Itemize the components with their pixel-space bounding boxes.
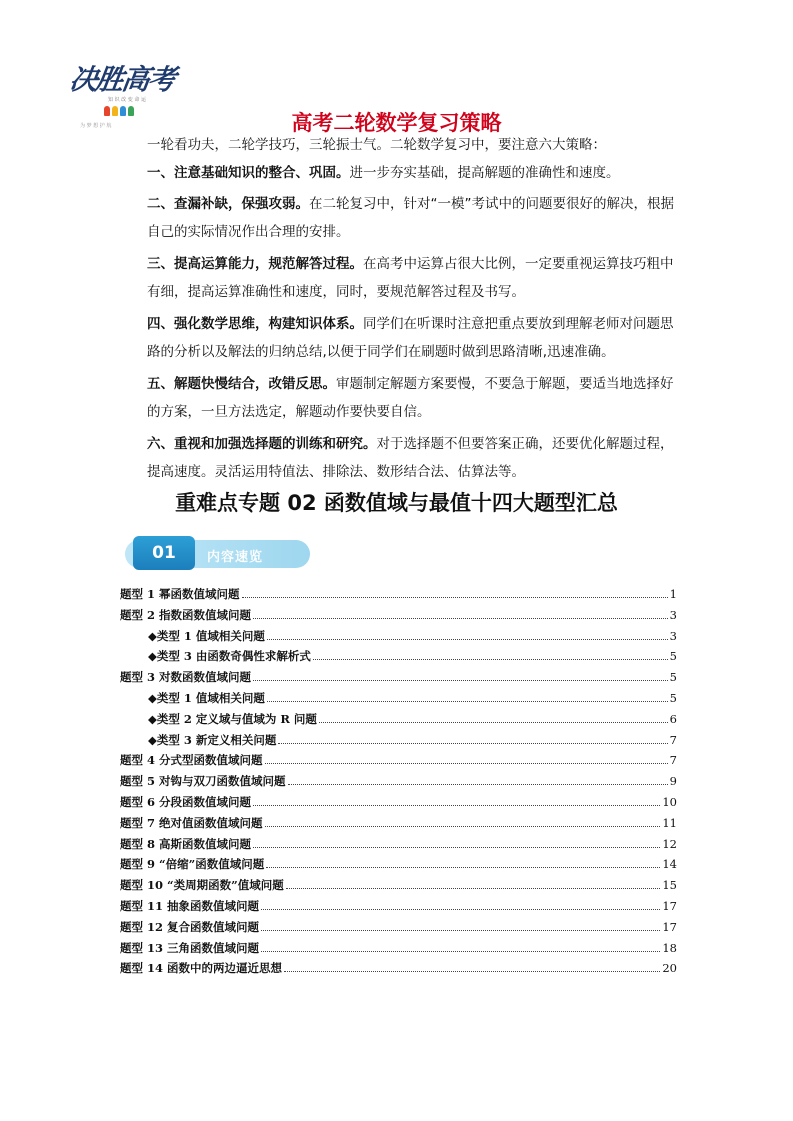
toc-leader-dots xyxy=(253,618,668,619)
toc-label: 题型 9 “倍缩”函数值域问题 xyxy=(120,857,265,872)
toc-label: 题型 2 指数函数值域问题 xyxy=(120,607,252,622)
strategy-intro xyxy=(120,131,680,159)
toc-item[interactable] xyxy=(120,752,677,773)
toc-leader-dots xyxy=(313,659,668,660)
toc-item[interactable] xyxy=(120,877,677,898)
toc-page-number: 7 xyxy=(669,753,677,768)
toc-item[interactable] xyxy=(120,794,677,815)
strategy-body: 进一步夯实基础，提高解题的准确性和速度。 xyxy=(349,165,620,181)
toc-leader-dots xyxy=(242,597,668,598)
toc-leader-dots xyxy=(265,763,668,764)
toc-item[interactable] xyxy=(120,856,677,877)
toc-page-number: 20 xyxy=(662,961,677,976)
toc-item[interactable] xyxy=(120,919,677,940)
toc-label: 题型 6 分段函数值域问题 xyxy=(120,794,252,809)
strategy-body: 同学们在听课时注意把重点要放到理解老师对问题思路的分析以及解法的归纳总结,以便于同学们在刷题时做到思路清晰,迅速准确。 xyxy=(147,316,674,360)
toc-page-number: 6 xyxy=(669,711,677,726)
strategy-body: 在高考中运算占很大比例，一定要重视运算技巧粗中有细，提高运算准确性和速度，同时，要规范解答过程及书写。 xyxy=(147,256,674,300)
toc-label: 题型 3 对数函数值域问题 xyxy=(120,670,252,685)
toc-leader-dots xyxy=(286,888,661,889)
toc-subitem[interactable] xyxy=(120,648,677,669)
toc-page-number: 18 xyxy=(662,940,677,955)
toc-leader-dots xyxy=(278,743,667,744)
toc-leader-dots xyxy=(266,867,660,868)
toc-page-number: 5 xyxy=(669,670,677,685)
toc-leader-dots xyxy=(265,826,661,827)
toc-page-number: 15 xyxy=(662,878,677,893)
strategy-list xyxy=(120,159,680,490)
toc-label: 题型 8 高斯函数值域问题 xyxy=(120,836,252,851)
toc-leader-dots xyxy=(253,847,660,848)
main-title: 高考二轮数学复习策略 xyxy=(291,111,502,135)
logo-subline: 为 梦 想 护 航 xyxy=(80,123,112,129)
toc-page-number: 5 xyxy=(669,690,677,705)
banner-label: 内容速览 xyxy=(207,550,264,565)
strategy-lead: 五、解题快慢结合，改错反思。 xyxy=(147,376,336,392)
strategy-body: 对于选择题不但要答案正确，还要优化解题过程，提高速度。灵活运用特值法、排除法、数形结合法、估算法等。 xyxy=(147,436,674,480)
strategy-lead: 三、提高运算能力，规范解答过程。 xyxy=(147,256,363,272)
toc-page-number: 1 xyxy=(669,587,677,601)
toc-label: 题型 5 对钩与双刀函数值域问题 xyxy=(120,774,286,789)
strategy-lead: 一、注意基础知识的整合、巩固。 xyxy=(147,165,350,181)
toc-leader-dots xyxy=(261,909,660,910)
toc-label: 题型 12 复合函数值域问题 xyxy=(120,919,260,934)
toc-page-number: 3 xyxy=(669,607,677,622)
toc-label: 题型 4 分式型函数值域问题 xyxy=(120,753,263,768)
toc-item[interactable] xyxy=(120,815,677,836)
toc-page-number: 7 xyxy=(669,732,677,747)
section-banner xyxy=(125,536,315,570)
banner-number: 01 xyxy=(133,536,195,570)
strategy-item xyxy=(120,430,680,486)
toc-label: 题型 1 幂函数值域问题 xyxy=(120,587,240,601)
strategy-item xyxy=(120,370,680,426)
strategy-item xyxy=(120,250,680,306)
toc-subitem[interactable] xyxy=(120,711,677,732)
toc-item[interactable] xyxy=(120,607,677,628)
toc-leader-dots xyxy=(284,971,660,972)
toc-label: ◆类型 1 值域相关问题 xyxy=(148,628,265,643)
toc-item[interactable] xyxy=(120,669,677,690)
logo-tagline: 知 识 改 变 命 运 xyxy=(108,97,146,103)
toc-item[interactable] xyxy=(120,940,677,961)
strategy-item xyxy=(120,310,680,366)
toc-label: 题型 7 绝对值函数值域问题 xyxy=(120,815,263,830)
toc-page-number: 14 xyxy=(662,857,677,872)
toc-page-number: 12 xyxy=(662,836,677,851)
toc-subitem[interactable] xyxy=(120,732,677,753)
toc-subitem[interactable] xyxy=(120,690,677,711)
strategy-item xyxy=(120,190,680,246)
toc-label: 题型 11 抽象函数值域问题 xyxy=(120,898,260,913)
toc-page-number: 17 xyxy=(662,898,677,913)
toc-leader-dots xyxy=(261,930,660,931)
toc-leader-dots xyxy=(267,639,668,640)
strategy-item xyxy=(120,159,680,187)
toc-leader-dots xyxy=(288,784,668,785)
strategy-body: 在二轮复习中，针对“一模”考试中的问题要很好的解决，根据自己的实际情况作出合理的安排。 xyxy=(147,196,674,240)
toc-item[interactable] xyxy=(120,586,677,607)
intro-text: 一轮看功夫，二轮学技巧，三轮振士气。二轮数学复习中，要注意六大策略： xyxy=(147,137,606,153)
toc-item[interactable] xyxy=(120,960,677,981)
toc-label: ◆类型 2 定义域与值域为 R 问题 xyxy=(148,711,317,726)
table-of-contents xyxy=(120,586,677,981)
toc-label: 题型 14 函数中的两边逼近思想 xyxy=(120,961,283,976)
strategy-body: 审题制定解题方案要慢，不要急于解题，要适当地选择好的方案，一旦方法选定，解题动作要快要自信。 xyxy=(147,376,674,420)
toc-page-number: 5 xyxy=(669,649,677,664)
toc-leader-dots xyxy=(253,680,668,681)
toc-item[interactable] xyxy=(120,836,677,857)
toc-label: 题型 10 “类周期函数”值域问题 xyxy=(120,878,284,893)
toc-page-number: 10 xyxy=(662,794,677,809)
strategy-lead: 二、查漏补缺，保强攻弱。 xyxy=(147,196,309,212)
toc-item[interactable] xyxy=(120,773,677,794)
toc-page-number: 3 xyxy=(669,628,677,643)
logo-text: 决胜高考 xyxy=(67,63,177,96)
topic-title: 重难点专题 02 函数值域与最值十四大题型汇总 xyxy=(175,491,618,515)
toc-subitem[interactable] xyxy=(120,628,677,649)
toc-label: 题型 13 三角函数值域问题 xyxy=(120,940,260,955)
toc-page-number: 17 xyxy=(662,919,677,934)
toc-label: ◆类型 3 新定义相关问题 xyxy=(148,732,277,747)
strategy-lead: 四、强化数学思维，构建知识体系。 xyxy=(147,316,363,332)
toc-leader-dots xyxy=(319,722,668,723)
toc-label: ◆类型 3 由函数奇偶性求解析式 xyxy=(148,649,311,664)
toc-leader-dots xyxy=(253,805,660,806)
toc-leader-dots xyxy=(267,701,668,702)
toc-item[interactable] xyxy=(120,898,677,919)
toc-leader-dots xyxy=(261,951,660,952)
toc-page-number: 9 xyxy=(669,774,677,789)
toc-label: ◆类型 1 值域相关问题 xyxy=(148,690,265,705)
toc-page-number: 11 xyxy=(662,815,677,830)
strategy-lead: 六、重视和加强选择题的训练和研究。 xyxy=(147,436,377,452)
